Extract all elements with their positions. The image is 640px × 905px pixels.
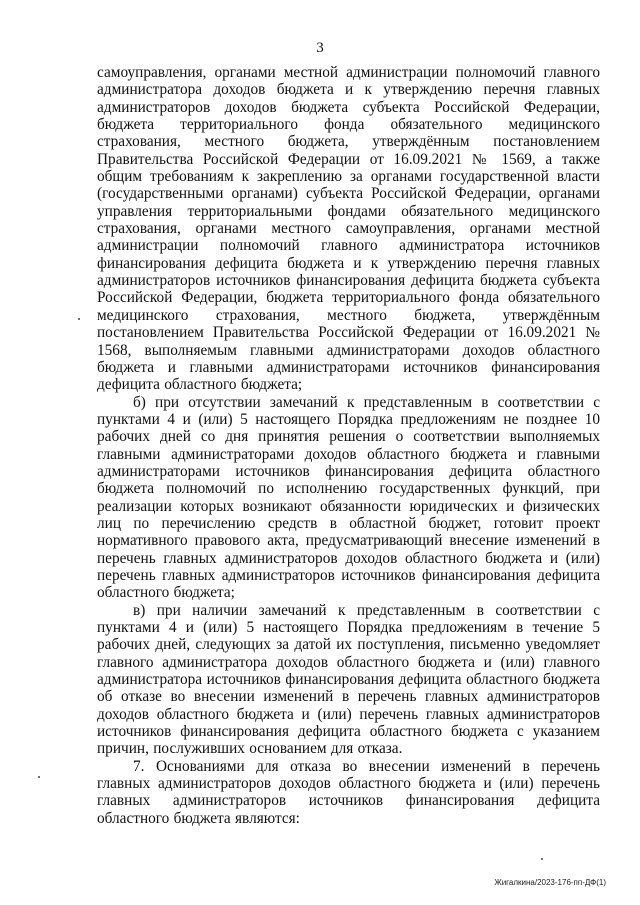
- scan-speck: [541, 858, 543, 860]
- paragraph-7: 7. Основаниями для отказа во внесении изменений в перечень главных администраторов доходов областного бюджета и (или) перечень главных администраторов источников финансирования дефицита областного бюджета являются:: [97, 757, 600, 827]
- document-body: [97, 64, 600, 827]
- page-number: 3: [316, 40, 324, 56]
- scan-speck: [38, 776, 40, 778]
- paragraph-v: в) при наличии замечаний к представленным в соответствии с пунктами 4 и (или) 5 настоящего Порядка предложениям в течение 5 рабочих дней, следующих за датой их поступления, письменно уведомляет главного администратора доходов областного бюджета и (или) главного администратора источников финансирования дефицита областного бюджета об отказе во внесении изменений в перечень главных администраторов доходов областного бюджета и (или) перечень главных администраторов источников финансирования дефицита областного бюджета с указанием причин, послуживших основанием для отказа.: [97, 601, 600, 758]
- paragraph-continuation: самоуправления, органами местной администрации полномочий главного администратора доходов бюджета и к утверждению перечня главных администраторов доходов бюджета субъекта Российской Федерации, бюджета территориального фонда обязательного медицинского страхования, местного бюджета, утверждённым постановлением Правительства Российской Федерации от 16.09.2021 № 1569, а также общим требованиям к закреплению за органами государственной власти (государственными органами) субъекта Российской Федерации, органами управления территориальными фондами обязательного медицинского страхования, органами местного самоуправления, органами местной администрации полномочий главного администратора источников финансирования дефицита бюджета и к утверждению перечня главных администраторов источников финансирования дефицита бюджета субъекта Российской Федерации, бюджета территориального фонда обязательного медицинского страхования, местного бюджета, утверждённым постановлением Правительства Российской Федерации от 16.09.2021 № 1568, выполняемым главными администраторами доходов областного бюджета и главными администраторами источников финансирования дефицита областного бюджета;: [97, 64, 600, 394]
- scan-speck: [78, 318, 80, 320]
- document-footer-code: Жигалкина/2023-176-пп-ДФ(1): [494, 878, 606, 887]
- paragraph-b: б) при отсутствии замечаний к представленным в соответствии с пунктами 4 и (или) 5 настоящего Порядка предложениям не позднее 10 рабочих дней со дня принятия решения о соответствии выполняемых главными администраторами доходов областного бюджета и главными администраторами источников финансирования дефицита областного бюджета полномочий по исполнению государственных функций, при реализации которых возникают обязанности юридических и физических лиц по перечислению средств в областной бюджет, готовит проект нормативного правового акта, предусматривающий внесение изменений в перечень главных администраторов доходов областного бюджета и (или) перечень главных администраторов источников финансирования дефицита областного бюджета;: [97, 393, 600, 602]
